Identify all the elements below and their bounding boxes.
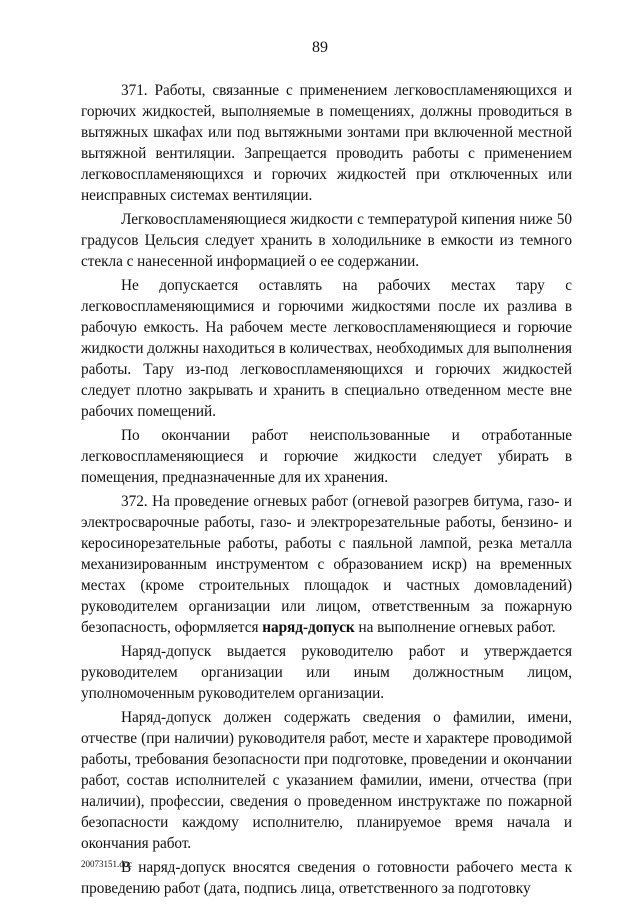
paragraph [81, 425, 572, 488]
paragraph-text: 372. На проведение огневых работ (огневой разогрев битума, газо- и электросварочные работы, газо- и электрорезательные работы, бензино- и керосинорезательные работы, работы с паяльной лампой, резка металла механизированным инструментом с образованием искр) на временных местах (кроме строительных площадок и частных домовладений) руководителем организации или лицом, ответственным за пожарную безопасность, оформляется [81, 493, 572, 636]
document-body [81, 80, 572, 902]
paragraph-text: В наряд-допуск вносятся сведения о готовности рабочего места к проведению работ (дата, подпись лица, ответственного за подготовку [81, 859, 572, 897]
paragraph-text: По окончании работ неиспользованные и отработанные легковоспламеняющиеся и горючие жидкости следует убирать в помещения, предназначенные для их хранения. [81, 427, 572, 486]
paragraph-text: Не допускается оставлять на рабочих местах тару с легковоспламеняющимися и горючими жидкостями после их разлива в рабочую емкость. На рабочем месте легковоспламеняющиеся и горючие жидкости должны находиться в количествах, необходимых для выполнения работы. Тару из-под легковоспламеняющихся и горючих жидкостей следует плотно закрывать и хранить в специально отведенном месте вне рабочих помещений. [81, 277, 572, 420]
bold-text: наряд-допуск [262, 619, 355, 636]
paragraph-text: на выполнение огневых работ. [354, 619, 556, 636]
page-number: 89 [312, 39, 328, 56]
footer-filename: 20073151.doc [81, 859, 133, 869]
paragraph [81, 80, 572, 206]
paragraph [81, 209, 572, 272]
paragraph-text: 371. Работы, связанные с применением легковоспламеняющихся и горючих жидкостей, выполняемые в помещениях, должны проводиться в вытяжных шкафах или под вытяжными зонтами при включенной местной вытяжной вентиляции. Запрещается проводить работы с применением легковоспламеняющихся и горючих жидкостей при отключенных или неисправных системах вентиляции. [81, 82, 572, 204]
paragraph [81, 857, 572, 899]
paragraph-text: Наряд-допуск должен содержать сведения о фамилии, имени, отчестве (при наличии) руководителя работ, месте и характере проводимой работы, требования безопасности при подготовке, проведении и окончании работ, состав исполнителей с указанием фамилии, имени, отчества (при наличии), профессии, сведения о проведенном инструктаже по пожарной безопасности каждому исполнителю, планируемое время начала и окончания работ. [81, 709, 572, 852]
paragraph [81, 707, 572, 854]
paragraph [81, 275, 572, 422]
paragraph-text: Наряд-допуск выдается руководителю работ и утверждается руководителем организации или иным должностным лицом, уполномоченным руководителем организации. [81, 643, 572, 702]
paragraph [81, 491, 572, 638]
paragraph [81, 641, 572, 704]
paragraph-text: Легковоспламеняющиеся жидкости с температурой кипения ниже 50 градусов Цельсия следует хранить в холодильнике в емкости из темного стекла с нанесенной информацией о ее содержании. [81, 211, 572, 270]
